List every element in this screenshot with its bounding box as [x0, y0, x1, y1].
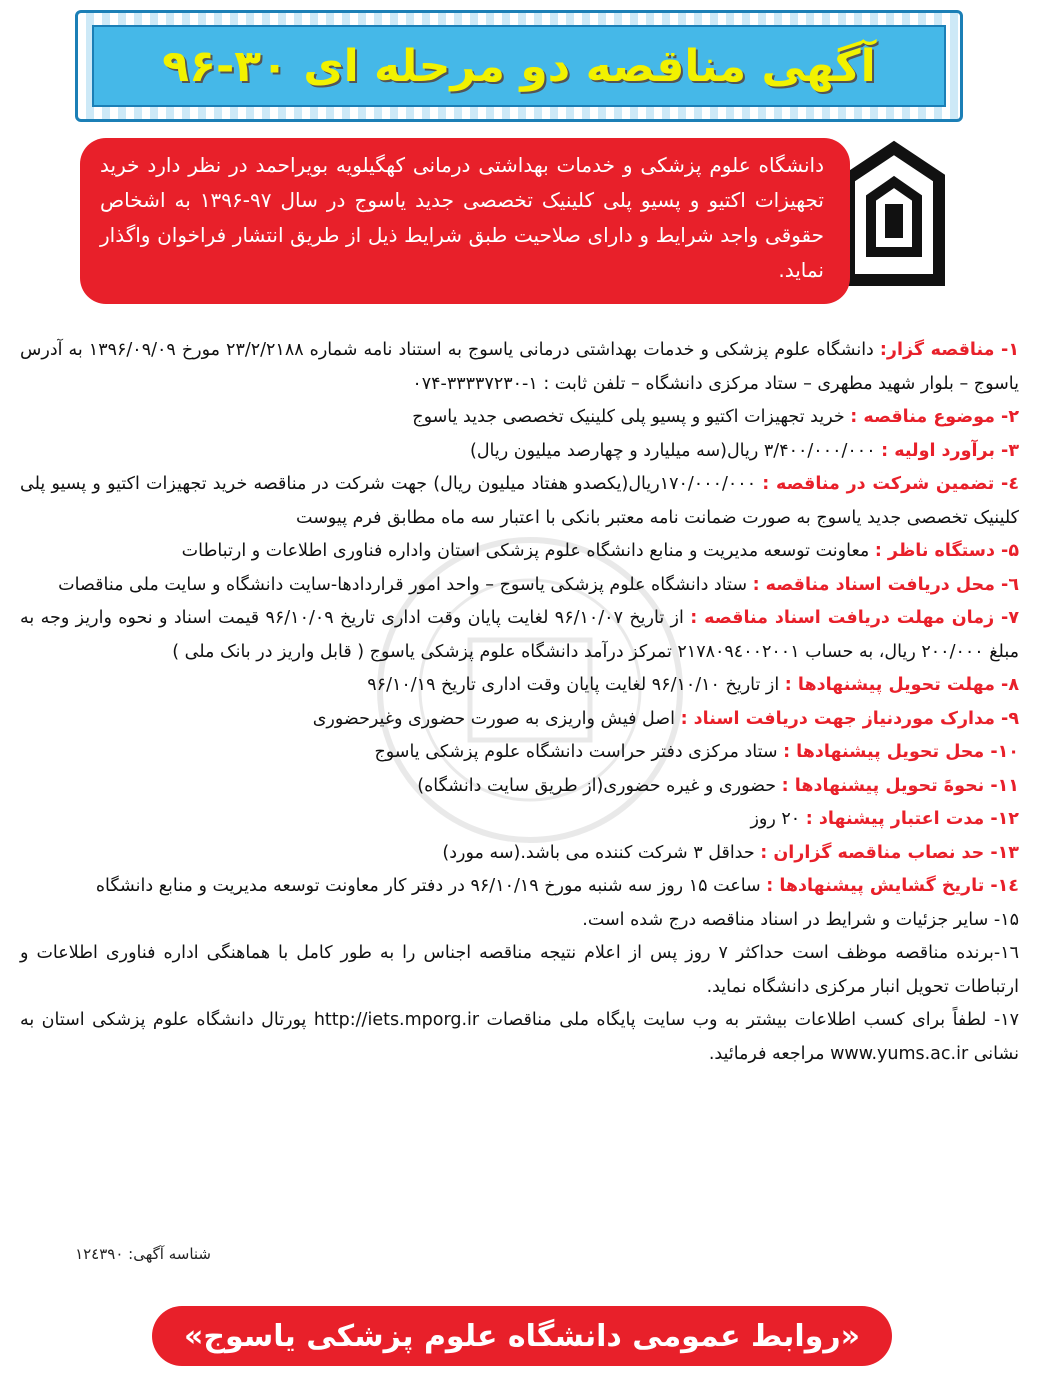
- university-logo-icon: [839, 140, 949, 290]
- item-text: اصل فیش واریزی به صورت حضوری وغیرحضوری: [312, 708, 681, 729]
- item-text: ۱٦-برنده مناقصه موظف است حداکثر ۷ روز پس از اعلام نتیجه مناقصه اجناس را به طور کامل با هماهنگی اداره فناوری اطلاعات و ارتباطات تحویل انبار مرکزی دانشگاه نماید.: [20, 943, 1020, 997]
- list-item: [20, 435, 1019, 469]
- item-text: ۳/۴۰۰/۰۰۰/۰۰۰ ریال(سه میلیارد و چهارصد میلیون ریال): [470, 440, 882, 461]
- item-label: ۱۰- محل تحویل پیشنهادها :: [783, 742, 1019, 762]
- item-label: ۳- برآورد اولیه :: [881, 440, 1019, 461]
- list-item: [20, 904, 1019, 938]
- item-label: ۱- مناقصه گزار:: [879, 340, 1019, 360]
- item-text: خرید تجهیزات اکتیو و پسیو پلی کلینیک تخصصی جدید یاسوج: [412, 407, 851, 427]
- list-item: [20, 468, 1019, 535]
- list-item: [20, 535, 1019, 569]
- page-title: آگهی مناقصه دو مرحله ای ۳۰-۹۶: [162, 40, 876, 92]
- list-item: [20, 669, 1019, 703]
- item-text: حضوری و غیره حضوری(از طریق سایت دانشگاه): [417, 775, 782, 796]
- title-banner: [75, 10, 963, 122]
- item-label: ۱۱- نحوهً تحویل پیشنهادها :: [781, 775, 1019, 796]
- item-label: ۱٤- تاریخ گشایش پیشنهادها :: [766, 876, 1019, 896]
- item-label: ۲- موضوع مناقصه :: [850, 407, 1019, 427]
- item-text: ۱۵- سایر جزئیات و شرایط در اسناد مناقصه درج شده است.: [582, 909, 1019, 930]
- item-label: ۷- زمان مهلت دریافت اسناد مناقصه :: [690, 608, 1020, 628]
- item-text: ۲۰ روز: [750, 809, 806, 829]
- list-item: [20, 837, 1019, 871]
- list-item: [20, 870, 1019, 904]
- list-item: [20, 703, 1019, 737]
- item-label: ۸- مهلت تحویل پیشنهادها :: [784, 675, 1019, 695]
- ad-id: شناسه آگهی: ۱۲٤۳۹۰: [75, 1245, 211, 1263]
- list-item: [20, 937, 1019, 1004]
- item-text: معاونت توسعه مدیریت و منابع دانشگاه علوم پزشکی استان واداره فناوری اطلاعات و ارتباطات: [181, 541, 875, 561]
- list-item: [20, 334, 1019, 401]
- item-label: ٦- محل دریافت اسناد مناقصه :: [752, 574, 1019, 595]
- intro-box: [80, 138, 850, 304]
- list-item: [20, 569, 1019, 603]
- title-banner-inner: [92, 25, 946, 107]
- item-text: ساعت ۱۵ روز سه شنبه مورخ ۹۶/۱۰/۱۹ در دفتر کار معاونت توسعه مدیریت و منابع دانشگاه: [95, 876, 767, 896]
- item-text: ۱۷- لطفاً برای کسب اطلاعات بیشتر به وب سایت پایگاه ملی مناقصات http://iets.mporg.ir پورتال دانشگاه علوم پزشکی استان به نشانی www.yums.ac.ir مراجعه فرمائید.: [20, 1010, 1019, 1064]
- list-item: [20, 803, 1019, 837]
- list-item: [20, 1004, 1019, 1071]
- item-text: از تاریخ ۹۶/۱۰/۱۰ لغایت پایان وقت اداری تاریخ ۹۶/۱۰/۱۹: [367, 675, 785, 695]
- item-text: حداقل ۳ شرکت کننده می باشد.(سه مورد): [442, 842, 761, 863]
- item-text: ستاد مرکزی دفتر حراست دانشگاه علوم پزشکی یاسوج: [374, 742, 784, 762]
- item-text: دانشگاه علوم پزشکی و خدمات بهداشتی درمانی یاسوج به استناد نامه شماره ۲۳/۲/۲۱۸۸ مورخ ۱۳۹۶/۰۹/۰۹ به آدرس یاسوج – بلوار شهید مطهری – ستاد مرکزی دانشگاه – تلفن ثابت : ۱-۳۳۳۳۷۲۳۰-۰۷۴: [20, 340, 1019, 394]
- item-label: ۱۲- مدت اعتبار پیشنهاد :: [805, 809, 1019, 829]
- list-item: [20, 770, 1019, 804]
- footer-bar: [152, 1306, 892, 1366]
- item-label: ۹- مدارک موردنیاز جهت دریافت اسناد :: [680, 708, 1019, 729]
- item-label: ٤- تضمین شرکت در مناقصه :: [762, 474, 1019, 494]
- footer-text: «روابط عمومی دانشگاه علوم پزشکی یاسوج»: [183, 1318, 861, 1354]
- item-text: ۱۷۰/۰۰۰/۰۰۰ریال(یکصدو هفتاد میلیون ریال) جهت شرکت در مناقصه خرید تجهیزات اکتیو و پسیو پلی کلینیک تخصصی جدید یاسوج به صورت ضمانت نامه معتبر بانکی با اعتبار سه ماه مطابق فرم پیوست: [20, 474, 1019, 528]
- list-item: [20, 401, 1019, 435]
- list-item: [20, 736, 1019, 770]
- item-text: ستاد دانشگاه علوم پزشکی یاسوج – واحد امور قراردادها-سایت دانشگاه و سایت ملی مناقصات: [58, 574, 753, 595]
- item-label: ۱۳- حد نصاب مناقصه گزاران :: [760, 842, 1019, 863]
- item-label: ۵- دستگاه ناظر :: [874, 541, 1019, 561]
- intro-text: دانشگاه علوم پزشکی و خدمات بهداشتی درمانی کهگیلویه بویراحمد در نظر دارد خرید تجهیزات اکتیو و پسیو پلی کلینیک تخصصی جدید یاسوج در سال ۹۷-۱۳۹۶ به اشخاص حقوقی واجد شرایط و دارای صلاحیت طبق شرایط ذیل از طریق انتشار فراخوان واگذار نماید.: [100, 153, 824, 282]
- item-text: از تاریخ ۹۶/۱۰/۰۷ لغایت پایان وقت اداری تاریخ ۹۶/۱۰/۰۹ قیمت اسناد و نحوه واریز وجه به مبلغ ۲۰۰/۰۰۰ ریال، به حساب ۲۱۷۸۰۹٤۰۰۲۰۰۱ تمرکز درآمد دانشگاه علوم پزشکی یاسوج ( قابل واریز در بانک ملی ): [20, 608, 1019, 662]
- list-item: [20, 602, 1019, 669]
- tender-items-list: [20, 334, 1019, 1071]
